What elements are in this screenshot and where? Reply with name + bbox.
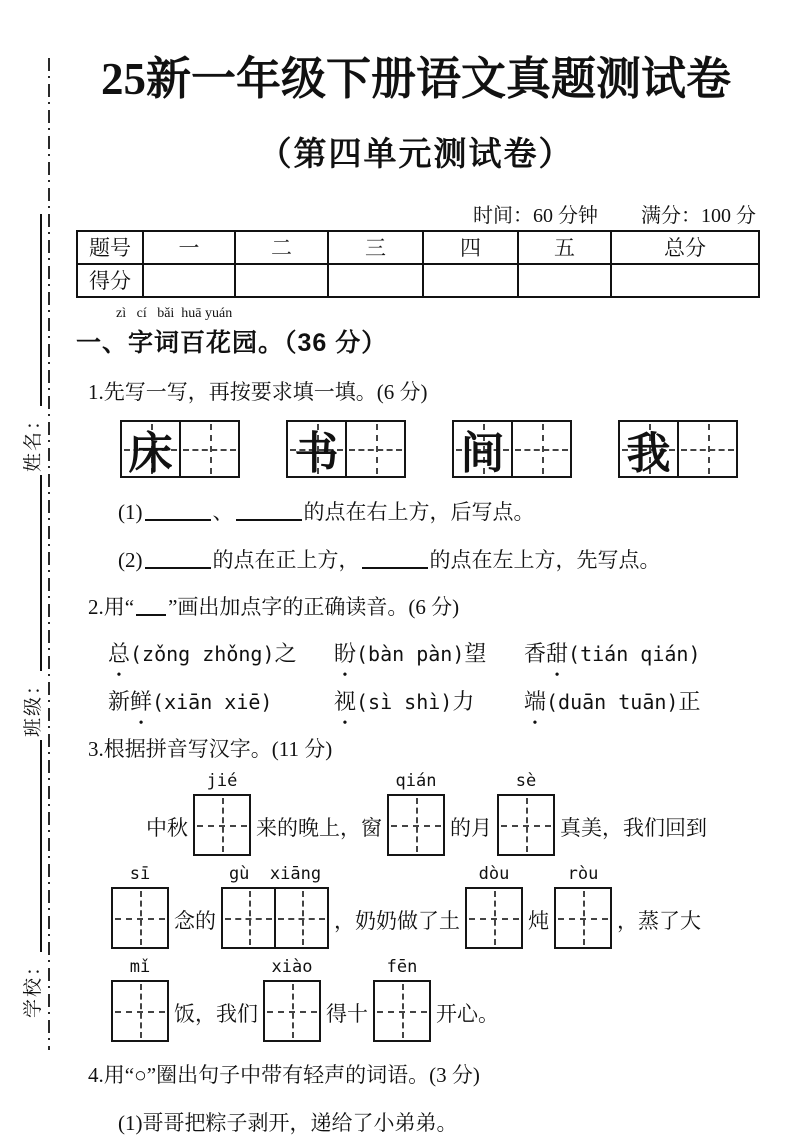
exam-subtitle: （第四单元测试卷） bbox=[258, 136, 574, 173]
score-table-header-cell: 二 bbox=[235, 231, 328, 264]
q1-subquestion-2 bbox=[118, 544, 756, 574]
box-pinyin: xiào bbox=[271, 956, 313, 977]
writing-box-cell bbox=[556, 889, 610, 947]
sentence-text: ，蒸了大 bbox=[617, 908, 701, 933]
writing-box-cell bbox=[195, 796, 249, 854]
score-table bbox=[76, 230, 760, 298]
writing-box-cell bbox=[389, 796, 443, 854]
box-pinyin: sī bbox=[129, 863, 151, 884]
sentence-text: ，奶奶做了土 bbox=[334, 908, 460, 933]
pinyin-writing-box bbox=[263, 955, 321, 1042]
section-1-heading: 一、字词百花园。（36 分） bbox=[76, 328, 388, 357]
grid-cell bbox=[288, 422, 345, 476]
q2-prompt-pre: 2.用“ bbox=[88, 594, 135, 619]
writing-box-cell bbox=[113, 982, 167, 1040]
grid-character: 床 bbox=[128, 428, 173, 478]
sentence-text: 炖 bbox=[528, 908, 549, 933]
pinyin-options: (duān tuān) bbox=[546, 689, 679, 714]
answer-blank bbox=[145, 565, 211, 569]
exam-meta bbox=[76, 199, 756, 227]
sentence-text: 来的晚上，窗 bbox=[256, 815, 382, 840]
underline-mark-sample bbox=[136, 612, 166, 616]
grid-character: 我 bbox=[626, 428, 671, 478]
subquestion-text: 的点在右上方，后写点。 bbox=[303, 499, 535, 524]
subquestion-text: 的点在正上方， bbox=[212, 547, 360, 572]
exam-title: 25新一年级下册语文真题测试卷 bbox=[100, 54, 731, 104]
student-info-strip bbox=[10, 0, 52, 1122]
pronunciation-choice-item: 新鲜(xiān xiē) bbox=[108, 685, 334, 716]
box-pinyin: jié bbox=[206, 770, 238, 791]
sentence-text: 的月 bbox=[450, 815, 492, 840]
grid-cell bbox=[122, 422, 179, 476]
subquestion-number: (2) bbox=[118, 547, 143, 572]
class-label: 班级： bbox=[22, 673, 44, 737]
section-1-pinyin: zì cí bǎi huā yuán bbox=[116, 305, 233, 321]
score-cell bbox=[328, 264, 423, 297]
pinyin-options: (sì shì) bbox=[356, 689, 453, 714]
answer-blank bbox=[362, 565, 428, 569]
pinyin-writing-box bbox=[497, 769, 555, 856]
box-pinyin: gù xiāng bbox=[228, 863, 322, 884]
q1-writing-grids bbox=[120, 420, 738, 478]
pinyin-options: (zǒng zhǒng) bbox=[130, 641, 275, 666]
dotted-character: 总 bbox=[108, 640, 131, 666]
sentence-text: 真美，我们回到 bbox=[560, 815, 707, 840]
grid-character: 书 bbox=[294, 428, 339, 478]
writing-box-cell bbox=[223, 889, 274, 947]
pinyin-writing-box bbox=[465, 862, 523, 949]
dotted-character: 甜 bbox=[546, 640, 569, 666]
score-table-header-cell: 五 bbox=[518, 231, 611, 264]
pronunciation-choice-item: 盼(bàn pàn)望 bbox=[334, 637, 524, 668]
q2-prompt bbox=[88, 591, 756, 621]
box-pinyin: sè bbox=[515, 770, 537, 791]
sentence-text: 中秋 bbox=[146, 815, 188, 840]
pronunciation-choice-item: 香甜(tián qián) bbox=[524, 637, 756, 668]
sentence-text: 饭，我们 bbox=[174, 1001, 258, 1026]
subquestion-text: 的点在左上方，先写点。 bbox=[429, 547, 661, 572]
score-table-header-cell: 一 bbox=[143, 231, 235, 264]
time-limit: 时间：60 分钟 bbox=[473, 204, 598, 227]
box-pinyin: dòu bbox=[478, 863, 510, 884]
score-table-header-cell: 四 bbox=[423, 231, 518, 264]
writing-grid bbox=[618, 420, 738, 478]
sentence-text: 得十 bbox=[326, 1001, 368, 1026]
pinyin-writing-box bbox=[111, 955, 169, 1042]
score-table-header-row bbox=[77, 231, 759, 264]
pinyin-writing-box bbox=[554, 862, 612, 949]
grid-character: 间 bbox=[460, 428, 505, 478]
score-cell bbox=[423, 264, 518, 297]
q1-subquestion-1 bbox=[118, 496, 756, 526]
box-pinyin: mǐ bbox=[129, 956, 151, 977]
q2-choices bbox=[108, 637, 756, 716]
pronunciation-choice-item: 视(sì shì)力 bbox=[334, 685, 524, 716]
score-cell bbox=[611, 264, 759, 297]
score-cell bbox=[143, 264, 235, 297]
dotted-character: 端 bbox=[524, 688, 547, 714]
q3-sentence-row-1 bbox=[76, 769, 756, 856]
grid-cell bbox=[620, 422, 677, 476]
score-table-header-cell: 总分 bbox=[611, 231, 759, 264]
exam-page-content bbox=[76, 0, 756, 1137]
grid-cell-empty bbox=[345, 422, 404, 476]
grid-cell-empty bbox=[179, 422, 238, 476]
writing-grid bbox=[120, 420, 240, 478]
score-table-score-row bbox=[77, 264, 759, 297]
subquestion-text: 、 bbox=[212, 499, 234, 524]
writing-box-cell bbox=[375, 982, 429, 1040]
name-label: 姓名： bbox=[22, 408, 44, 472]
grid-cell-empty bbox=[511, 422, 570, 476]
score-cell bbox=[518, 264, 611, 297]
name-blank bbox=[20, 214, 41, 406]
pinyin-options: (bàn pàn) bbox=[356, 641, 465, 666]
pinyin-writing-box bbox=[373, 955, 431, 1042]
q3-sentence-row-3 bbox=[76, 955, 756, 1042]
answer-blank bbox=[236, 517, 302, 521]
writing-grid bbox=[452, 420, 572, 478]
grid-cell-empty bbox=[677, 422, 736, 476]
q3-sentence-row-2 bbox=[76, 862, 756, 949]
writing-box-cell bbox=[265, 982, 319, 1040]
class-blank bbox=[20, 475, 41, 671]
full-score: 满分：100 分 bbox=[641, 204, 756, 227]
writing-box-cell bbox=[113, 889, 167, 947]
pinyin-options: (tián qián) bbox=[568, 641, 701, 666]
sentence-text: 念的 bbox=[174, 908, 216, 933]
box-pinyin: qián bbox=[395, 770, 437, 791]
dotted-character: 盼 bbox=[334, 640, 357, 666]
writing-grid bbox=[286, 420, 406, 478]
score-cell bbox=[235, 264, 328, 297]
writing-box-cell bbox=[499, 796, 553, 854]
pinyin-options: (xiān xiē) bbox=[152, 689, 273, 714]
box-pinyin: fēn bbox=[386, 956, 418, 977]
school-label: 学校： bbox=[22, 954, 44, 1018]
pinyin-writing-box bbox=[387, 769, 445, 856]
q4-prompt: 4.用“○”圈出句子中带有轻声的词语。(3 分) bbox=[88, 1062, 480, 1087]
subquestion-number: (1) bbox=[118, 499, 143, 524]
pronunciation-choice-item: 总(zǒng zhǒng)之 bbox=[108, 637, 334, 668]
school-blank bbox=[20, 740, 41, 952]
writing-box-cell bbox=[467, 889, 521, 947]
score-table-header-cell: 题号 bbox=[77, 231, 143, 264]
pinyin-writing-box bbox=[193, 769, 251, 856]
score-row-label: 得分 bbox=[77, 264, 143, 297]
score-table-header-cell: 三 bbox=[328, 231, 423, 264]
box-pinyin: ròu bbox=[567, 863, 599, 884]
dotted-character: 鲜 bbox=[130, 688, 153, 714]
q1-prompt: 1.先写一写，再按要求填一填。(6 分) bbox=[88, 379, 428, 404]
q4-subquestion-1: (1)哥哥把粽子剥开，递给了小弟弟。 bbox=[118, 1110, 458, 1135]
q2-prompt-post: ”画出加点字的正确读音。(6 分) bbox=[168, 594, 460, 619]
q3-prompt: 3.根据拼音写汉字。(11 分) bbox=[88, 736, 333, 761]
dotted-character: 视 bbox=[334, 688, 357, 714]
pinyin-writing-box bbox=[111, 862, 169, 949]
answer-blank bbox=[145, 517, 211, 521]
sentence-text: 开心。 bbox=[436, 1001, 499, 1026]
pronunciation-choice-item: 端(duān tuān)正 bbox=[524, 685, 756, 716]
writing-box-cell bbox=[274, 889, 327, 947]
pinyin-writing-box-double bbox=[221, 862, 329, 949]
grid-cell bbox=[454, 422, 511, 476]
